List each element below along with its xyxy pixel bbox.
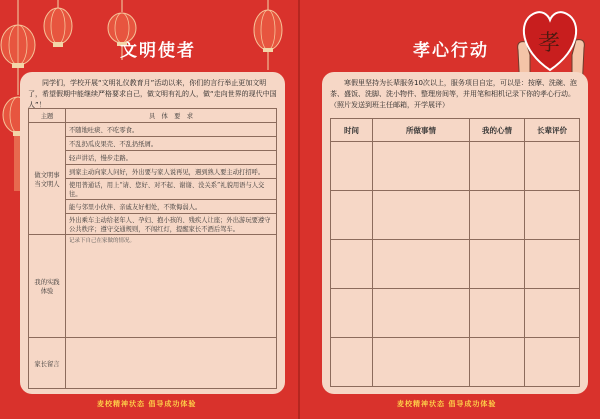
theme-parent-message: 家长留言 [29, 338, 66, 389]
requirement-item: 到家主动向家人问好，外出要与家人说再见，遇到熟人要主动打招呼。 [66, 165, 277, 179]
parent-message-field[interactable] [66, 338, 277, 389]
theme-practice: 我的实践体验 [29, 235, 66, 338]
deed-cell[interactable] [373, 338, 470, 387]
review-cell[interactable] [525, 142, 580, 191]
right-footer: 麦校精神状态 倡导成功体验 [397, 400, 497, 408]
header-mood: 我的心情 [470, 119, 525, 142]
header-time: 时间 [331, 119, 373, 142]
review-cell[interactable] [525, 338, 580, 387]
civil-requirements-table [28, 108, 277, 389]
filial-record-table [330, 118, 580, 387]
time-cell[interactable] [331, 338, 373, 387]
requirement-item: 能与邻里小伙伴、亲戚友好相处，不欺侮弱人。 [66, 200, 277, 214]
mood-cell[interactable] [470, 191, 525, 240]
requirement-item: 外出乘车主动给老年人、孕妇、抱小孩的、残疾人让座；外出游玩要遵守公共秩序；遵守交通规则，不闯红灯，提醒家长不酒后驾车。 [66, 214, 277, 235]
time-cell[interactable] [331, 240, 373, 289]
record-row[interactable] [331, 338, 580, 387]
left-page-title: 文明使者 [120, 41, 196, 61]
mood-cell[interactable] [470, 240, 525, 289]
right-intro-text: 寒假里坚持为长辈服务10次以上，服务项目自定，可以是：按摩、洗碗、泡茶、盛饭、洗脚、洗小物件、整理房间等，并用笔和相机记录下你的孝心行动。（照片发送到班主任邮箱，开学展评） [330, 79, 577, 109]
left-intro-text: 同学们，学校开展“文明礼仪教育月”活动以来，你们的言行举止更加文明了，希望假期中能继续严格要求自己，做文明有礼的人，做“走向世界的现代中国人”！ [28, 79, 277, 109]
header-elder-review: 长辈评价 [525, 119, 580, 142]
mood-cell[interactable] [470, 289, 525, 338]
requirement-item: 不随地吐痰、不吃零食。 [66, 123, 277, 137]
requirement-item: 使用普通话，用上“请、您好、对不起、谢谢、没关系”礼貌用语与人交往。 [66, 179, 277, 200]
deed-cell[interactable] [373, 142, 470, 191]
heart-character: 孝 [538, 31, 561, 56]
civil-messenger-card [20, 72, 285, 394]
left-footer: 麦校精神状态 倡导成功体验 [97, 400, 197, 408]
record-row[interactable] [331, 289, 580, 338]
deed-cell[interactable] [373, 191, 470, 240]
record-row[interactable] [331, 191, 580, 240]
header-theme: 主题 [29, 109, 66, 123]
record-row[interactable] [331, 240, 580, 289]
time-cell[interactable] [331, 191, 373, 240]
time-cell[interactable] [331, 142, 373, 191]
header-requirements: 具 体 要 求 [66, 109, 277, 123]
requirement-item: 轻声讲话，慢步走路。 [66, 151, 277, 165]
requirement-item: 不乱扔瓜皮果壳、不乱扔纸屑。 [66, 137, 277, 151]
filial-action-card [322, 72, 588, 394]
deed-cell[interactable] [373, 240, 470, 289]
header-deed: 所做事情 [373, 119, 470, 142]
review-cell[interactable] [525, 289, 580, 338]
theme-civil: 做文明事当文明人 [29, 123, 66, 235]
review-cell[interactable] [525, 240, 580, 289]
review-cell[interactable] [525, 191, 580, 240]
record-row[interactable] [331, 142, 580, 191]
deed-cell[interactable] [373, 289, 470, 338]
mood-cell[interactable] [470, 338, 525, 387]
time-cell[interactable] [331, 289, 373, 338]
mood-cell[interactable] [470, 142, 525, 191]
right-page-title: 孝心行动 [413, 41, 489, 61]
practice-tip[interactable]: 记录下自己在家做的情况。 [66, 235, 277, 338]
